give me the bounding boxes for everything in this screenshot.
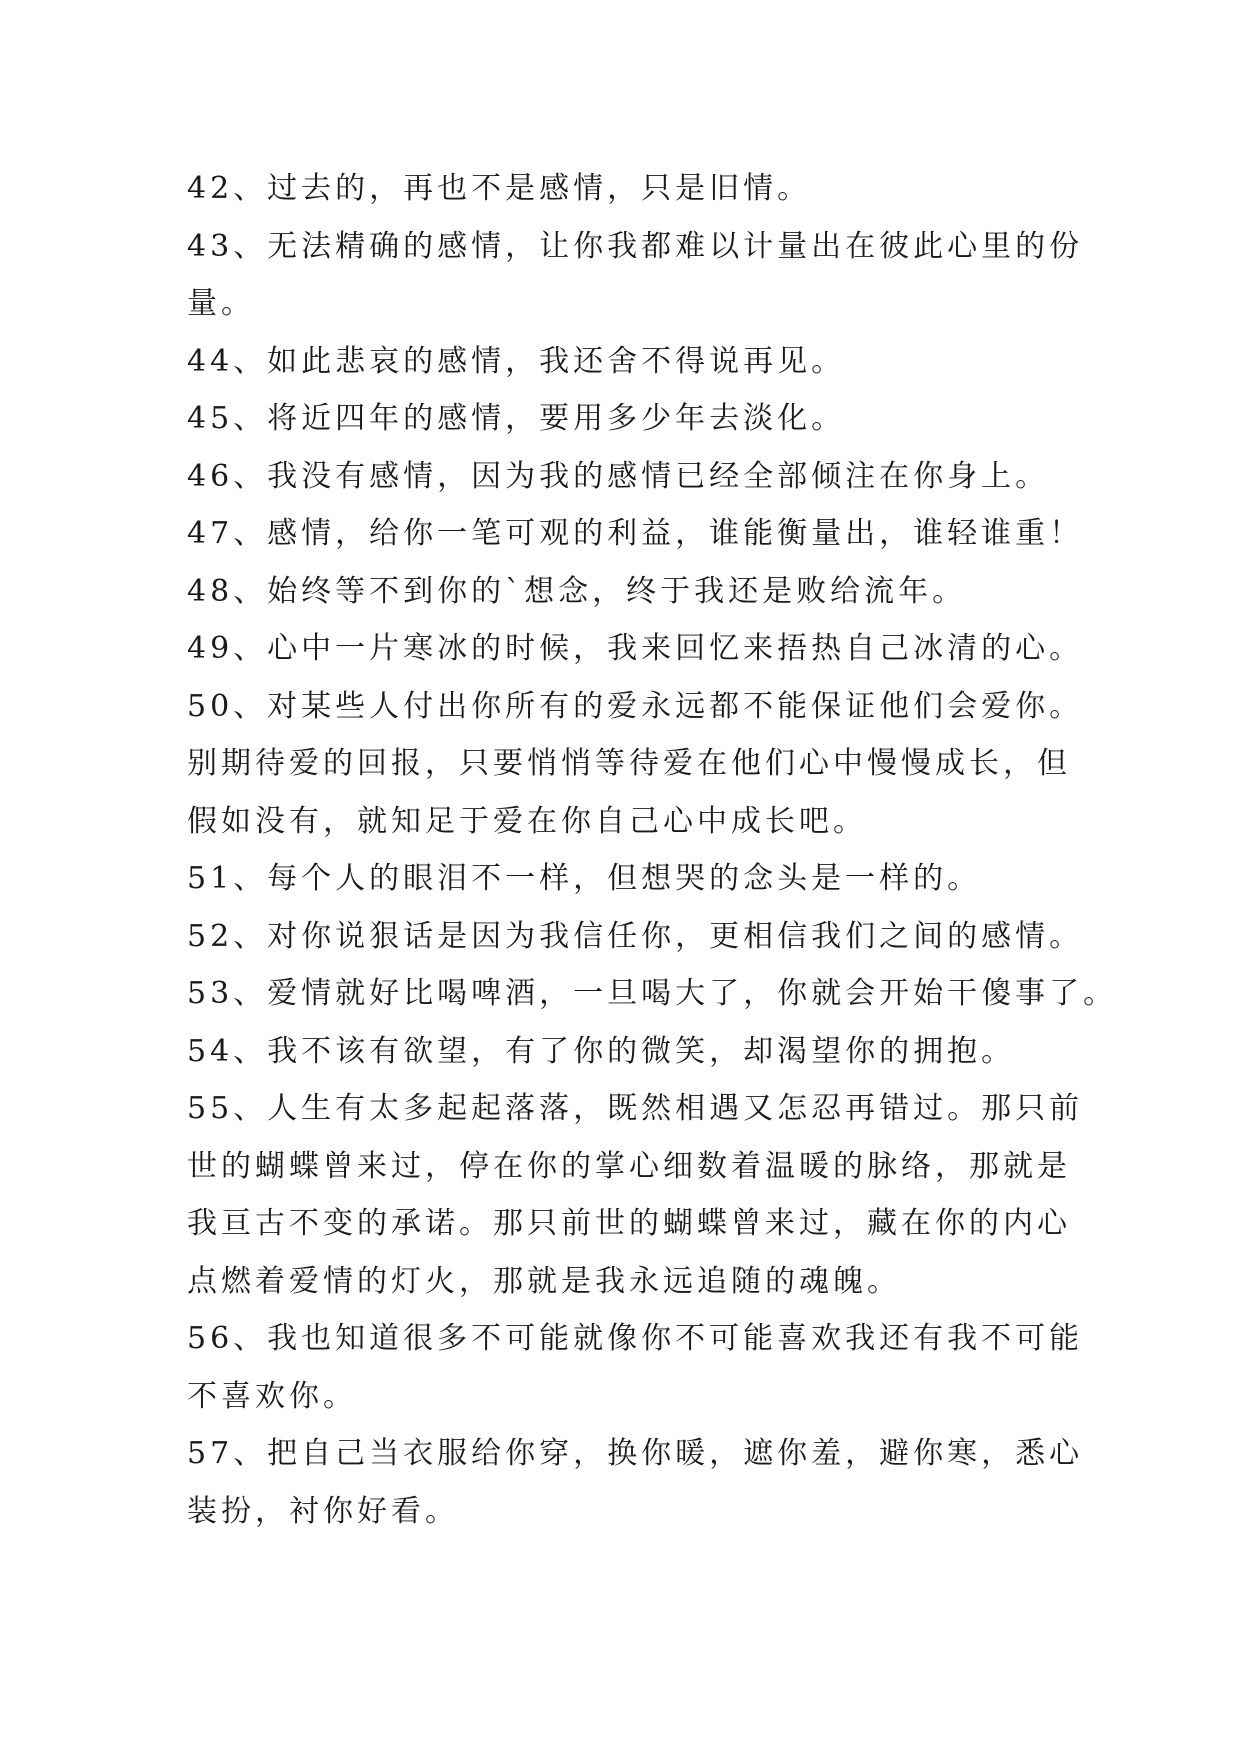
text-line: 量。 <box>187 286 255 321</box>
text-line: 44、如此悲哀的感情，我还舍不得说再见。 <box>187 343 846 379</box>
text-line: 47、感情，给你一笔可观的利益，谁能衡量出，谁轻谁重！ <box>187 516 1084 551</box>
text-line: 51、每个人的眼泪不一样，但想哭的念头是一样的。 <box>187 861 982 896</box>
text-line: 48、始终等不到你的`想念，终于我还是败给流年。 <box>187 573 967 609</box>
text-line: 52、对你说狠话是因为我信任你，更相信我们之间的感情。 <box>187 918 1084 954</box>
text-line: 56、我也知道很多不可能就像你不可能喜欢我还有我不可能 <box>187 1321 1084 1356</box>
text-line: 我亘古不变的承诺。那只前世的蝴蝶曾来过，藏在你的内心 <box>187 1206 1071 1241</box>
document-body <box>187 160 1118 1540</box>
text-line: 50、对某些人付出你所有的爱永远都不能保证他们会爱你。 <box>187 688 1084 724</box>
text-line: 46、我没有感情，因为我的感情已经全部倾注在你身上。 <box>187 458 1050 494</box>
text-line: 42、过去的，再也不是感情，只是旧情。 <box>187 171 812 206</box>
text-line: 43、无法精确的感情，让你我都难以计量出在彼此心里的份 <box>187 228 1084 264</box>
text-line: 45、将近四年的感情，要用多少年去淡化。 <box>187 401 846 436</box>
text-line: 49、心中一片寒冰的时候，我来回忆来捂热自己冰清的心。 <box>187 631 1084 666</box>
text-line: 53、爱情就好比喝啤酒，一旦喝大了，你就会开始干傻事了。 <box>187 976 1118 1011</box>
text-line: 54、我不该有欲望，有了你的微笑，却渴望你的拥抱。 <box>187 1033 1016 1069</box>
text-line: 世的蝴蝶曾来过，停在你的掌心细数着温暖的脉络，那就是 <box>187 1148 1071 1184</box>
text-line: 装扮，衬你好看。 <box>187 1493 459 1529</box>
text-line: 55、人生有太多起起落落，既然相遇又怎忍再错过。那只前 <box>187 1091 1084 1126</box>
text-line: 假如没有，就知足于爱在你自己心中成长吧。 <box>187 803 867 839</box>
text-line: 点燃着爱情的灯火，那就是我永远追随的魂魄。 <box>187 1263 901 1299</box>
text-line: 别期待爱的回报，只要悄悄等待爱在他们心中慢慢成长，但 <box>187 746 1071 781</box>
text-line: 57、把自己当衣服给你穿，换你暖，遮你羞，避你寒，悉心 <box>187 1436 1084 1471</box>
text-line: 不喜欢你。 <box>187 1378 357 1414</box>
